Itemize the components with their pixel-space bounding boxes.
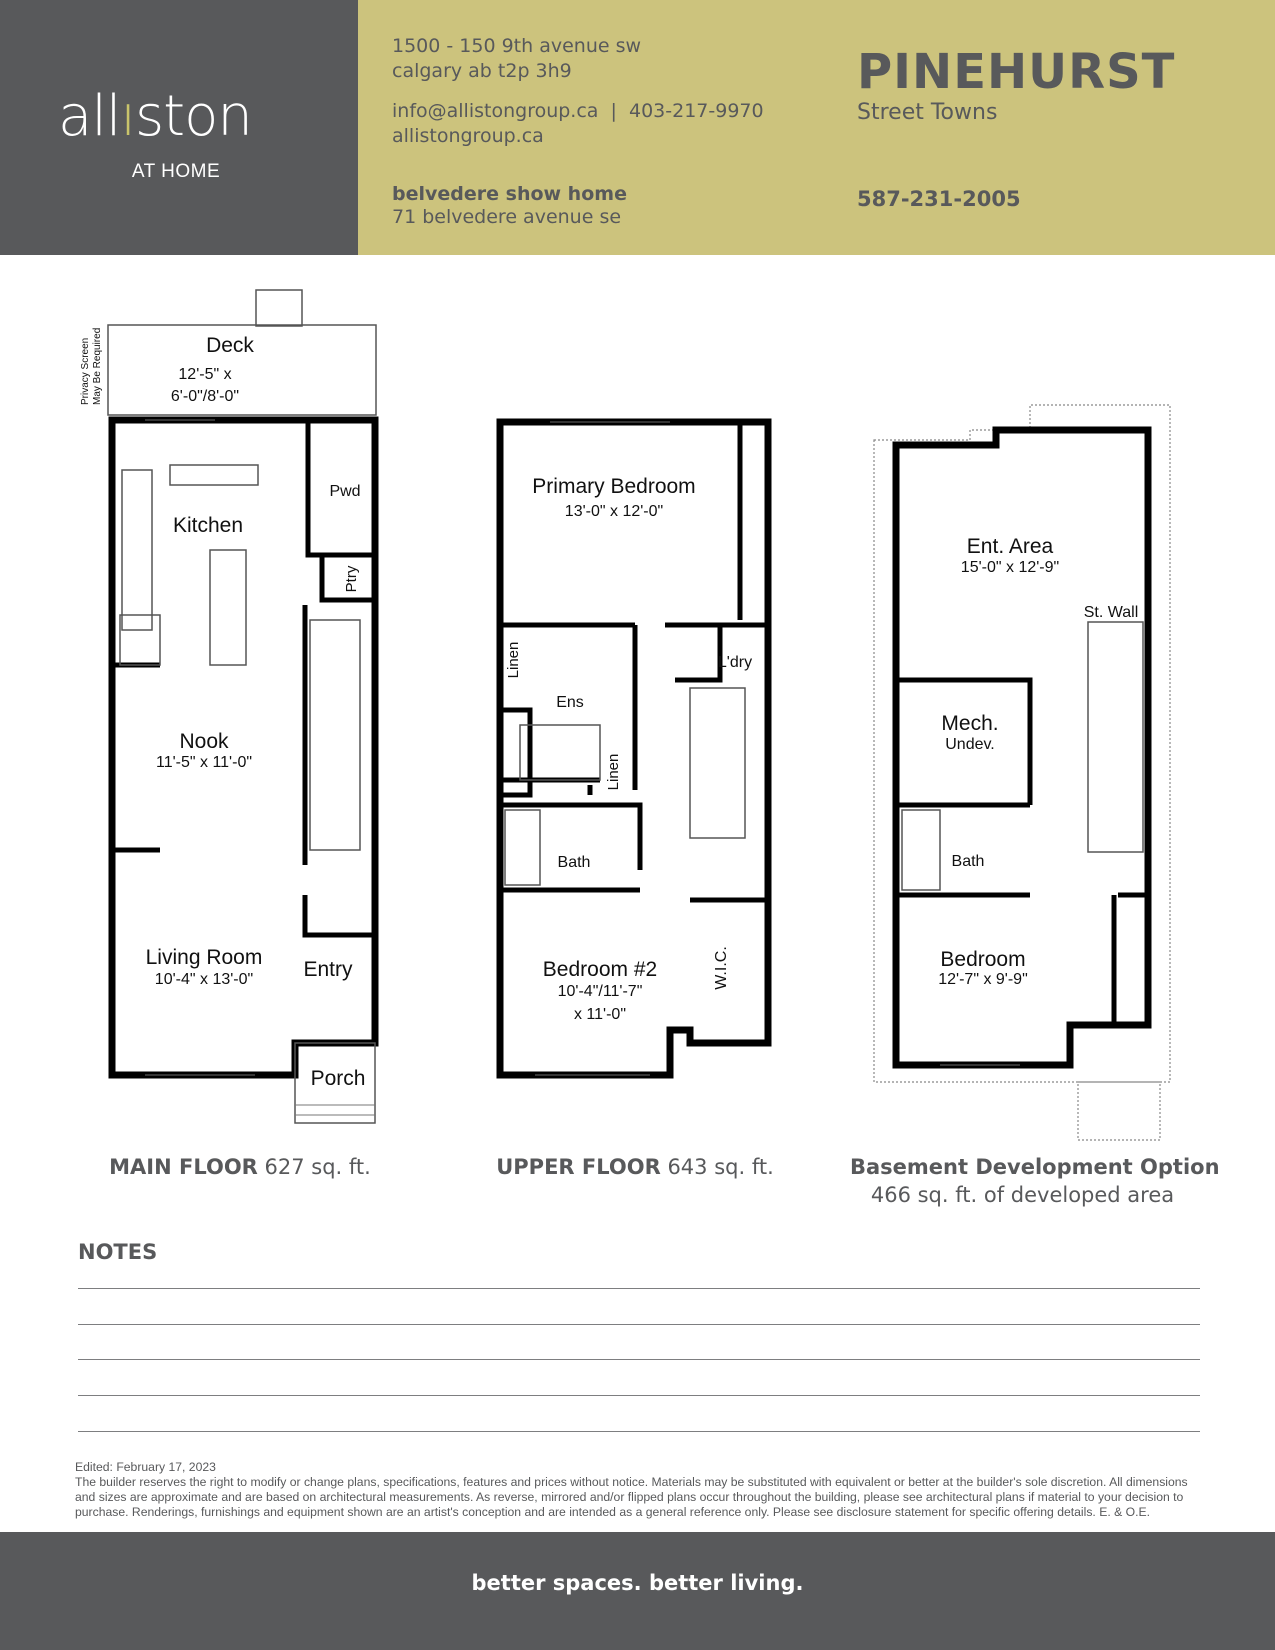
room-laundry: L'dry	[717, 654, 753, 671]
model-type: Street Towns	[857, 100, 998, 125]
main-floor-caption-title: MAIN FLOOR	[109, 1155, 258, 1179]
note-line[interactable]	[78, 1431, 1200, 1432]
room-bedroom-2-dim-2: x 11'-0"	[573, 1006, 627, 1023]
room-deck-dim-1: 12'-5" x	[178, 366, 232, 383]
disclaimer-text: The builder reserves the right to modify or change plans, specifications, features and prices without notice. Materials may be substituted with equivalent or better at the builder's sole discretion. All dimensions and sizes are approximate and are based on architectural measurements. As reverse, mirrored and/or flipped plans occur throughout the building, please see architectural plans if material to your decision to purchase. Renderings, furnishings and equipment shown are an artist's conception and are intended as a general reference only. Please see disclosure statement for specific offering details. E. & O.E.	[75, 1475, 1188, 1519]
upper-floor-caption-title: UPPER FLOOR	[496, 1155, 661, 1179]
room-entertainment-area-dim: 15'-0" x 12'-9"	[960, 559, 1060, 576]
note-line[interactable]	[78, 1324, 1200, 1325]
room-bedroom-2-dim-1: 10'-4"/11'-7"	[557, 983, 643, 1000]
note-line[interactable]	[78, 1395, 1200, 1396]
basement-caption-title: Basement Development Option	[850, 1155, 1220, 1179]
room-kitchen: Kitchen	[172, 514, 244, 537]
stair-wall-label: St. Wall	[1083, 604, 1139, 621]
logo-subtitle: AT HOME	[131, 161, 221, 182]
footer-tagline: better spaces. better living.	[471, 1571, 804, 1595]
room-entertainment-area: Ent. Area	[966, 535, 1054, 558]
room-linen-2: Linen	[605, 753, 622, 791]
room-entry: Entry	[303, 958, 353, 981]
room-linen-1: Linen	[505, 641, 522, 679]
room-pwd: Pwd	[329, 483, 361, 500]
room-undeveloped: Undev.	[945, 736, 995, 753]
room-mechanical: Mech.	[941, 712, 999, 735]
website-link[interactable]: allistongroup.ca	[392, 125, 544, 147]
room-deck-dim-2: 6'-0"/8'-0"	[170, 388, 240, 405]
showhome-label: belvedere show home	[392, 183, 627, 205]
disclaimer-block	[75, 1460, 1205, 1520]
room-basement-bath: Bath	[951, 853, 985, 870]
note-line[interactable]	[78, 1359, 1200, 1360]
edited-date: Edited: February 17, 2023	[75, 1460, 216, 1474]
room-living-dim: 10'-4" x 13'-0"	[154, 971, 254, 988]
note-line[interactable]	[78, 1288, 1200, 1289]
room-primary-bedroom: Primary Bedroom	[532, 475, 696, 498]
privacy-screen-label: Privacy Screen	[80, 337, 91, 405]
room-deck: Deck	[206, 334, 254, 357]
address-line-2: calgary ab t2p 3h9	[392, 60, 572, 82]
model-name: PINEHURST	[857, 44, 1176, 100]
basement-caption-area: 466 sq. ft. of developed area	[870, 1183, 1175, 1207]
showhome-address: 71 belvedere avenue se	[392, 206, 622, 228]
model-phone[interactable]: 587-231-2005	[857, 187, 1021, 211]
main-floor-caption-area: 627 sq. ft.	[264, 1155, 371, 1179]
room-bath: Bath	[557, 854, 591, 871]
room-basement-bedroom: Bedroom	[940, 948, 1026, 971]
room-living: Living Room	[145, 946, 263, 969]
main-floor-plan	[70, 285, 390, 1145]
room-ptry: Ptry	[343, 565, 360, 593]
upper-floor-plan	[490, 410, 780, 1090]
room-basement-bedroom-dim: 12'-7" x 9'-9"	[938, 971, 1028, 988]
room-bedroom-2: Bedroom #2	[542, 958, 658, 981]
privacy-screen-label-2: May Be Required	[92, 327, 103, 405]
room-nook-dim: 11'-5" x 11'-0"	[155, 754, 253, 771]
notes-title: NOTES	[78, 1240, 158, 1264]
main-floor-caption	[100, 1155, 380, 1179]
room-nook: Nook	[179, 730, 229, 753]
email-phone[interactable]: info@allistongroup.ca | 403-217-9970	[392, 100, 764, 122]
room-ensuite: Ens	[556, 694, 584, 711]
basement-floor-plan	[870, 400, 1175, 1145]
room-primary-bedroom-dim: 13'-0" x 12'-0"	[564, 503, 664, 520]
upper-floor-caption-area: 643 sq. ft.	[667, 1155, 774, 1179]
upper-floor-caption	[490, 1155, 780, 1179]
address-line-1: 1500 - 150 9th avenue sw	[392, 35, 642, 57]
alliston-logo: allıston	[58, 84, 252, 149]
room-wic: W.I.C.	[713, 946, 730, 990]
room-porch: Porch	[310, 1067, 366, 1090]
